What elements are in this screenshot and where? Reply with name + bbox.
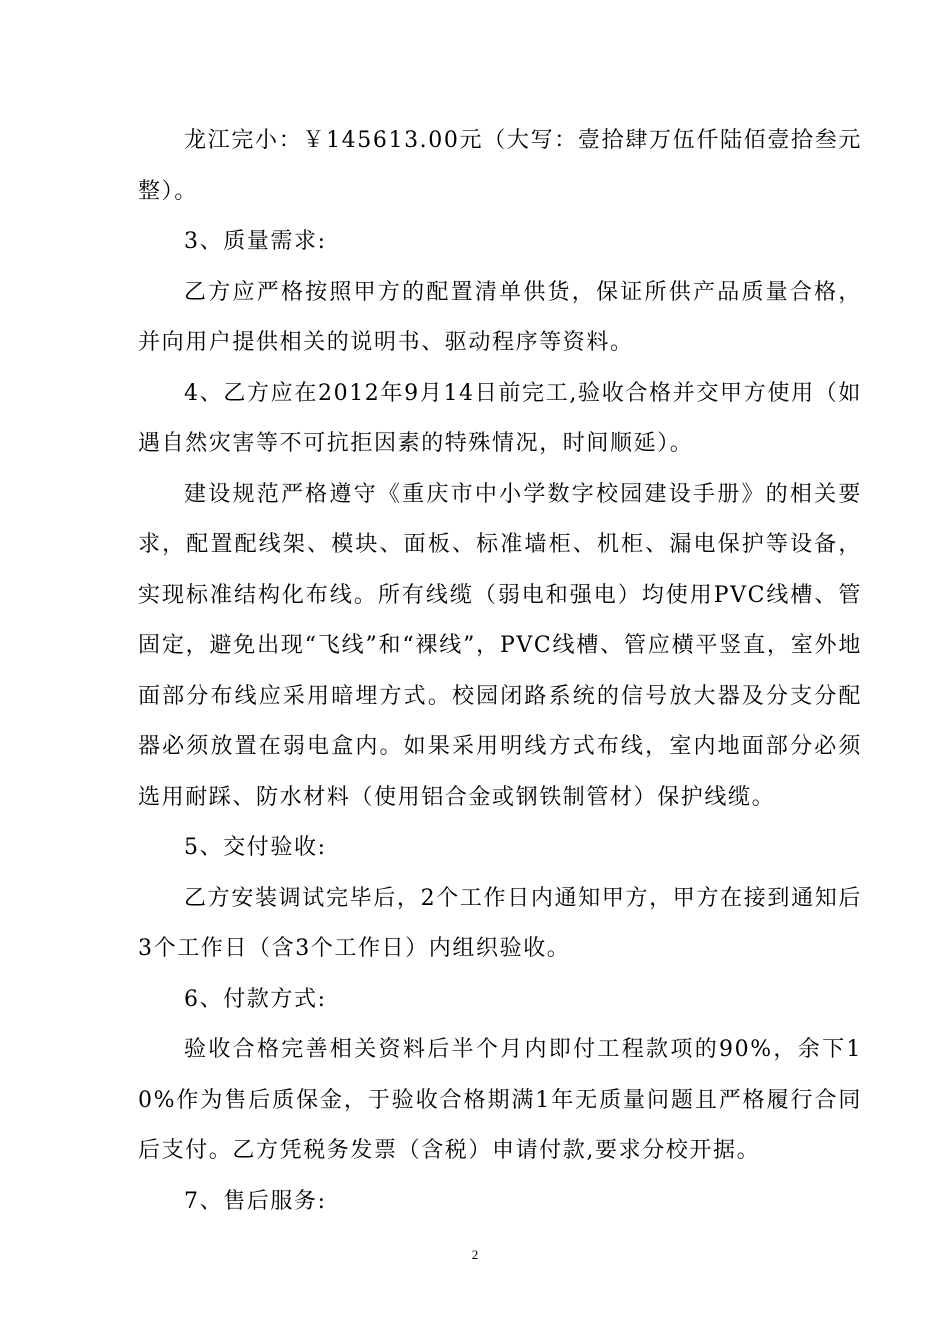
paragraph-acceptance: 乙方安装调试完毕后，2个工作日内通知甲方，甲方在接到通知后3个工作日（含3个工作日）内组织验收。 bbox=[138, 885, 862, 961]
paragraph-amount-longjiang: 龙江完小：￥145613.00元（大写：壹拾肆万伍仟陆佰壹拾叁元整）。 bbox=[138, 128, 862, 204]
heading-payment-method: 6、付款方式: bbox=[184, 986, 327, 1012]
paragraph-construction-standards: 建设规范严格遵守《重庆市中小学数字校园建设手册》的相关要求，配置配线架、模块、面板、标准墙柜、机柜、漏电保护等设备，实现标准结构化布线。所有线缆（弱电和强电）均使用PVC线槽、管固定，避免出现“飞线”和“裸线”，PVC线槽、管应横平竖直，室外地面部分布线应采用暗埋方式。校园闭路系统的信号放大器及分支分配器必须放置在弱电盒内。如果采用明线方式布线，室内地面部分必须选用耐踩、防水材料（使用铝合金或钢铁制管材）保护线缆。 bbox=[138, 481, 862, 810]
document-body bbox=[138, 116, 862, 1227]
paragraph-completion-deadline: 4、乙方应在2012年9月14日前完工,验收合格并交甲方使用（如遇自然灾害等不可抗拒因素的特殊情况，时间顺延）。 bbox=[138, 380, 862, 456]
heading-delivery-acceptance: 5、交付验收: bbox=[184, 835, 327, 860]
heading-quality-requirements: 3、质量需求: bbox=[184, 229, 327, 254]
heading-after-sales-service: 7、售后服务: bbox=[184, 1188, 327, 1214]
paragraph-payment: 验收合格完善相关资料后半个月内即付工程款项的90%，余下10%作为售后质保金，于验收合格期满1年无质量问题且严格履行合同后支付。乙方凭税务发票（含税）申请付款,要求分校开据。 bbox=[138, 1037, 862, 1163]
paragraph-quality: 乙方应严格按照甲方的配置清单供货，保证所供产品质量合格，并向用户提供相关的说明书、驱动程序等资料。 bbox=[138, 279, 862, 355]
page-number: 2 bbox=[471, 1247, 479, 1262]
